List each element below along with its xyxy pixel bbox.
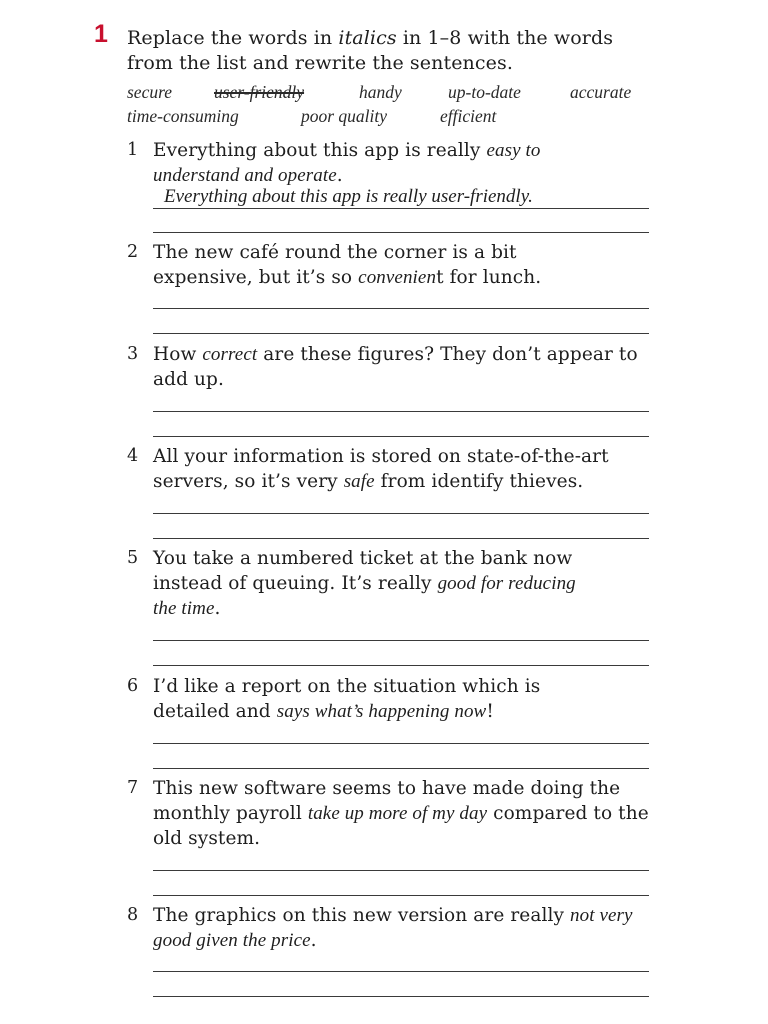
instruction-italic: italics [338, 27, 397, 49]
exercise-instruction [127, 26, 613, 76]
word-accurate: accurate [570, 82, 632, 102]
answer-line[interactable] [153, 971, 649, 972]
answer-example: Everything about this app is really user-friendly. [164, 186, 533, 207]
item-sentence [153, 903, 653, 953]
sentence-italic: take up more of my day [307, 803, 488, 824]
instruction-text-3: from the list and rewrite the sentences. [127, 52, 513, 74]
sentence-text: The graphics on this new version are really [153, 905, 571, 926]
answer-line[interactable] [153, 743, 649, 744]
instruction-text-2: in 1–8 with the words [396, 27, 614, 49]
answer-line[interactable] [153, 333, 649, 334]
sentence-text: I’d like a report on the situation which is detailed and [153, 676, 541, 722]
sentence-italic: says what’s happening now [276, 701, 487, 722]
sentence-italic: easy to understand and operate [153, 140, 541, 186]
item-number: 3 [127, 344, 139, 364]
item-sentence [153, 342, 653, 392]
sentence-text-end: . [214, 598, 221, 619]
sentence-text-end: from identify thieves. [374, 471, 584, 492]
sentence-text: Everything about this app is really [153, 140, 487, 161]
sentence-italic: safe [343, 471, 375, 492]
answer-line[interactable] [153, 665, 649, 666]
answer-line[interactable] [153, 768, 649, 769]
item-sentence [153, 240, 553, 290]
sentence-text-end: are these figures? They don’t appear to add up. [153, 344, 638, 390]
sentence-text-end: . [336, 165, 343, 186]
answer-line[interactable] [153, 208, 649, 209]
word-handy: handy [359, 82, 402, 102]
answer-line[interactable] [153, 411, 649, 412]
answer-line[interactable] [153, 436, 649, 437]
sentence-text: The new café round the corner is a bit expensive, but it’s so [153, 242, 517, 288]
sentence-text-end: compared to the old system. [153, 803, 649, 849]
item-sentence [153, 546, 603, 621]
answer-line[interactable] [153, 895, 649, 896]
word-poor-quality: poor quality [301, 106, 388, 126]
exercise-number: 1 [94, 20, 108, 48]
sentence-text: How [153, 344, 203, 365]
sentence-italic: convenien [358, 267, 437, 288]
answer-line[interactable] [153, 996, 649, 997]
item-number: 5 [127, 548, 139, 568]
item-number: 6 [127, 676, 139, 696]
sentence-text-end: ! [486, 701, 494, 722]
item-sentence [153, 138, 573, 188]
word-efficient: efficient [440, 106, 497, 126]
answer-line[interactable] [153, 232, 649, 233]
sentence-italic: not very good given the price [153, 905, 633, 951]
item-sentence [153, 776, 653, 851]
word-up-to-date: up-to-date [448, 82, 521, 102]
answer-line[interactable] [153, 640, 649, 641]
answer-line[interactable] [153, 538, 649, 539]
item-number: 1 [127, 140, 139, 160]
sentence-text-end: . [310, 930, 317, 951]
word-secure: secure [127, 82, 173, 102]
item-sentence [153, 674, 553, 724]
sentence-text: This new software seems to have made doing the monthly payroll [153, 778, 621, 824]
answer-line[interactable] [153, 308, 649, 309]
sentence-text: All your information is stored on state-of-the-art servers, so it’s very [153, 446, 609, 492]
answer-line[interactable] [153, 513, 649, 514]
word-user-friendly: user-friendly [214, 82, 305, 102]
item-number: 8 [127, 905, 139, 925]
item-number: 2 [127, 242, 139, 262]
sentence-text-end: t for lunch. [436, 267, 542, 288]
word-time-consuming: time-consuming [127, 106, 239, 126]
item-number: 4 [127, 446, 139, 466]
item-sentence [153, 444, 623, 494]
item-number: 7 [127, 778, 139, 798]
answer-line[interactable] [153, 870, 649, 871]
sentence-italic: correct [202, 344, 258, 365]
instruction-text-1: Replace the words in [127, 27, 339, 49]
sentence-italic: good for reducing the time [153, 573, 576, 619]
sentence-text: You take a numbered ticket at the bank now instead of queuing. It’s really [153, 548, 573, 594]
